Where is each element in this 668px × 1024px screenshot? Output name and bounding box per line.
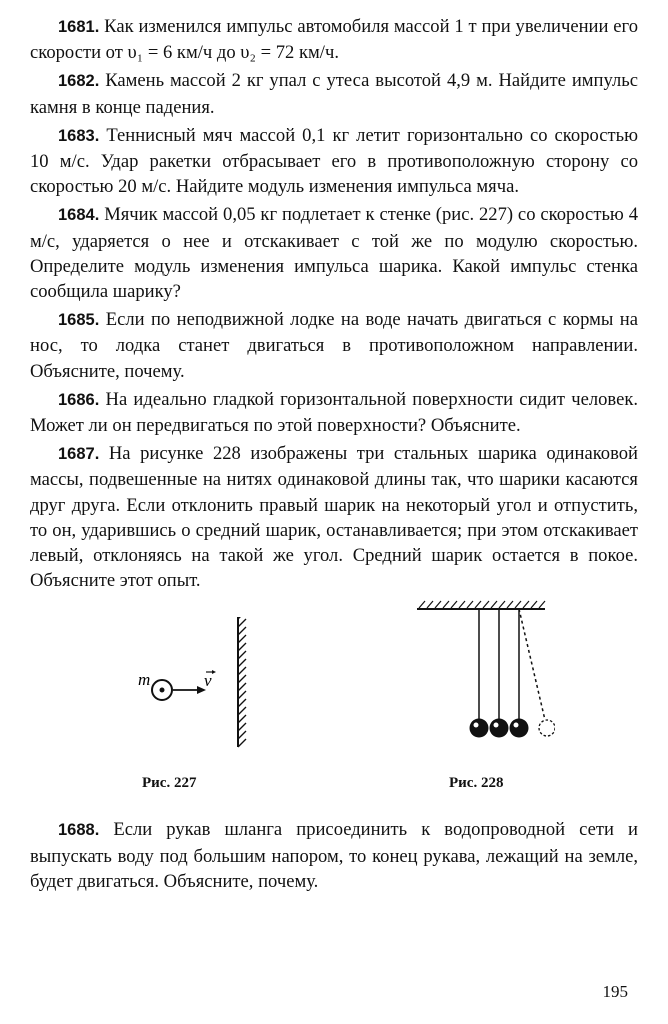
- figures-row: [30, 597, 638, 797]
- problems-bottom: [30, 817, 638, 894]
- steel-balls-icon: [470, 719, 529, 738]
- page-number: 195: [602, 982, 628, 1001]
- problem-text: Если рукав шланга присоединить к водопроводной сети и выпускать воду под большим напором, то конец рукава, лежащий на земле, будет двигаться. Объясните, почему.: [30, 819, 638, 892]
- problem-1681: [30, 14, 638, 65]
- ceiling-icon: [417, 601, 545, 609]
- figure-227: [120, 617, 260, 767]
- problem-1684: [30, 202, 638, 304]
- problem-number: 1686.: [58, 390, 100, 409]
- caption-228: Рис. 228: [449, 775, 504, 792]
- problem-1685: [30, 307, 638, 384]
- problem-text: Теннисный мяч массой 0,1 кг летит горизонтально со скоростью 10 м/с. Удар ракетки отбрасывает его в противоположную сторону со скоростью 20 м/с. Найдите модуль изменения импульса мяча.: [30, 124, 638, 198]
- problem-text: Камень массой 2 кг упал с утеса высотой 4,9 м. Найдите импульс камня в конце падения.: [30, 70, 638, 118]
- problem-number: 1683.: [58, 126, 100, 145]
- wall-icon: [238, 617, 246, 747]
- problem-text: Если по неподвижной лодке на воде начать двигаться с кормы на нос, то лодка станет двигаться в противоположном направлении. Объясните, почему.: [30, 309, 638, 382]
- problem-number: 1685.: [58, 311, 100, 330]
- problem-1687: [30, 441, 638, 593]
- problem-text: Мячик массой 0,05 кг подлетает к стенке (рис. 227) со скоростью 4 м/с, ударяется о нее и отскакивает с той же по модулю скоростью. Определите модуль изменения импульса шарика. Какой импульс стенка сообщила шарику?: [30, 204, 638, 303]
- problems-top: [30, 14, 638, 593]
- problem-text: Как изменился импульс автомобиля массой 1 т при увеличении его скорости от υ₁ = 6 км/ч до υ₂ = 72 км/ч.: [30, 16, 638, 64]
- deflected-ball-icon: [539, 720, 555, 736]
- problem-number: 1687.: [58, 445, 100, 464]
- ball-icon: [152, 680, 172, 700]
- problem-1688: [30, 817, 638, 894]
- problem-text: На идеально гладкой горизонтальной поверхности сидит человек. Может ли он передвигаться по этой поверхности? Объясните.: [30, 388, 639, 437]
- problem-1682: [30, 68, 638, 119]
- threads-icon: [479, 609, 545, 720]
- problem-number: 1684.: [58, 206, 100, 225]
- problem-number: 1688.: [58, 821, 100, 840]
- caption-227: Рис. 227: [142, 775, 197, 792]
- figure-228: [415, 597, 555, 757]
- problem-text: На рисунке 228 изображены три стальных шарика одинаковой массы, подвешенные на нитях одинаковой длины так, что шарики касаются друг друга. Если отклонить правый шарик на некоторый угол и отпустить, то он, ударившись о средний шарик, останавливается; при этом отскакивает левый, отклоняясь на такой же угол. Средний шарик остается в покое. Объясните этот опыт.: [30, 443, 638, 592]
- problem-1683: [30, 123, 638, 200]
- page-content: [30, 14, 638, 897]
- problem-number: 1682.: [58, 72, 100, 91]
- velocity-label: v: [204, 671, 212, 691]
- problem-number: 1681.: [58, 18, 100, 36]
- problem-1686: [30, 387, 638, 438]
- mass-label: m: [138, 670, 151, 690]
